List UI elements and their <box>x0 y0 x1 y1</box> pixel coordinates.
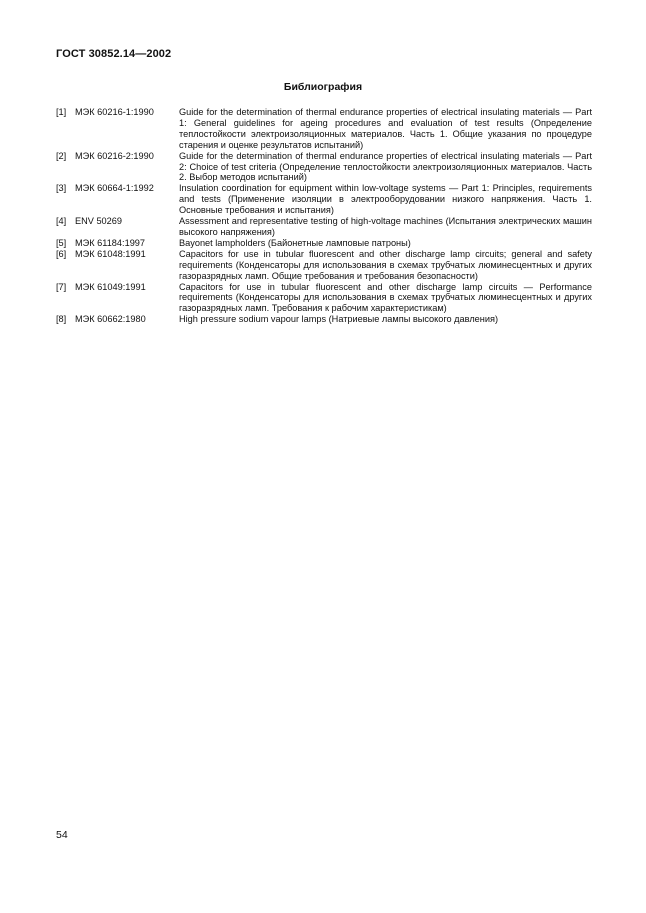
entry-number: [2] <box>56 150 67 161</box>
bibliography-list <box>56 107 592 325</box>
bibliography-entry <box>56 216 592 238</box>
bibliography-entry <box>56 183 592 216</box>
entry-title: Bayonet lampholders (Байонетные ламповые патроны) <box>179 237 411 248</box>
entry-title: High pressure sodium vapour lamps (Натриевые лампы высокого давления) <box>179 314 499 325</box>
entry-title: Capacitors for use in tubular fluorescent and other discharge lamp circuits — Performance requirements (Конденсаторы для использования в схемах трубчатых люминесцентных и других газоразрядных ламп. Требования к рабочим характеристикам) <box>179 281 592 314</box>
entry-standard-code: МЭК 61048:1991 <box>75 248 146 259</box>
entry-title: Capacitors for use in tubular fluorescent and other discharge lamp circuits; general and safety requirements (Конденсаторы для использования в схемах трубчатых люминесцентных и других газоразрядных ламп. Общие требования и требования безопасности) <box>179 248 592 281</box>
entry-number: [3] <box>56 183 67 194</box>
entry-standard-code: МЭК 61184:1997 <box>75 237 146 248</box>
page-number: 54 <box>56 829 68 841</box>
entry-number: [8] <box>56 314 67 325</box>
bibliography-entry <box>56 314 592 325</box>
entry-title: Guide for the determination of thermal endurance properties of electrical insulating materials — Part 2: Choice of test criteria (Определение теплостойкости электроизоляционных материалов. Часть 2. Выбор методов испытаний) <box>179 150 592 183</box>
bibliography-entry <box>56 151 592 184</box>
entry-title: Guide for the determination of thermal endurance properties of electrical insulating materials — Part 1: General guidelines for ageing procedures and evaluation of test results (Определение теплостойкости электроизоляционных материалов. Часть 1. Общие указания по процедуре старения и оценке результатов испытаний) <box>179 107 592 150</box>
entry-standard-code: МЭК 60216-1:1990 <box>75 107 154 117</box>
entry-standard-code: МЭК 61049:1991 <box>75 281 146 292</box>
entry-standard-code: МЭК 60662:1980 <box>75 314 146 325</box>
section-title: Библиография <box>283 81 363 93</box>
bibliography-entry <box>56 238 592 249</box>
entry-number: [4] <box>56 216 67 227</box>
bibliography-entry <box>56 249 592 282</box>
bibliography-entry <box>56 282 592 315</box>
entry-number: [6] <box>56 248 67 259</box>
document-standard-code: ГОСТ 30852.14—2002 <box>56 48 172 60</box>
entry-number: [5] <box>56 237 67 248</box>
entry-title: Insulation coordination for equipment within low-voltage systems — Part 1: Principles, requirements and tests (Применение изоляции в электрооборудовании низкого напряжения. Часть 1. Основные требования и испытания) <box>179 183 592 216</box>
entry-title: Assessment and representative testing of high-voltage machines (Испытания электрических машин высокого напряжения) <box>179 216 592 237</box>
entry-standard-code: ENV 50269 <box>75 216 122 227</box>
entry-number: [1] <box>56 107 67 117</box>
entry-standard-code: МЭК 60216-2:1990 <box>75 150 154 161</box>
entry-standard-code: МЭК 60664-1:1992 <box>75 183 154 194</box>
bibliography-entry <box>56 107 592 151</box>
entry-number: [7] <box>56 281 67 292</box>
